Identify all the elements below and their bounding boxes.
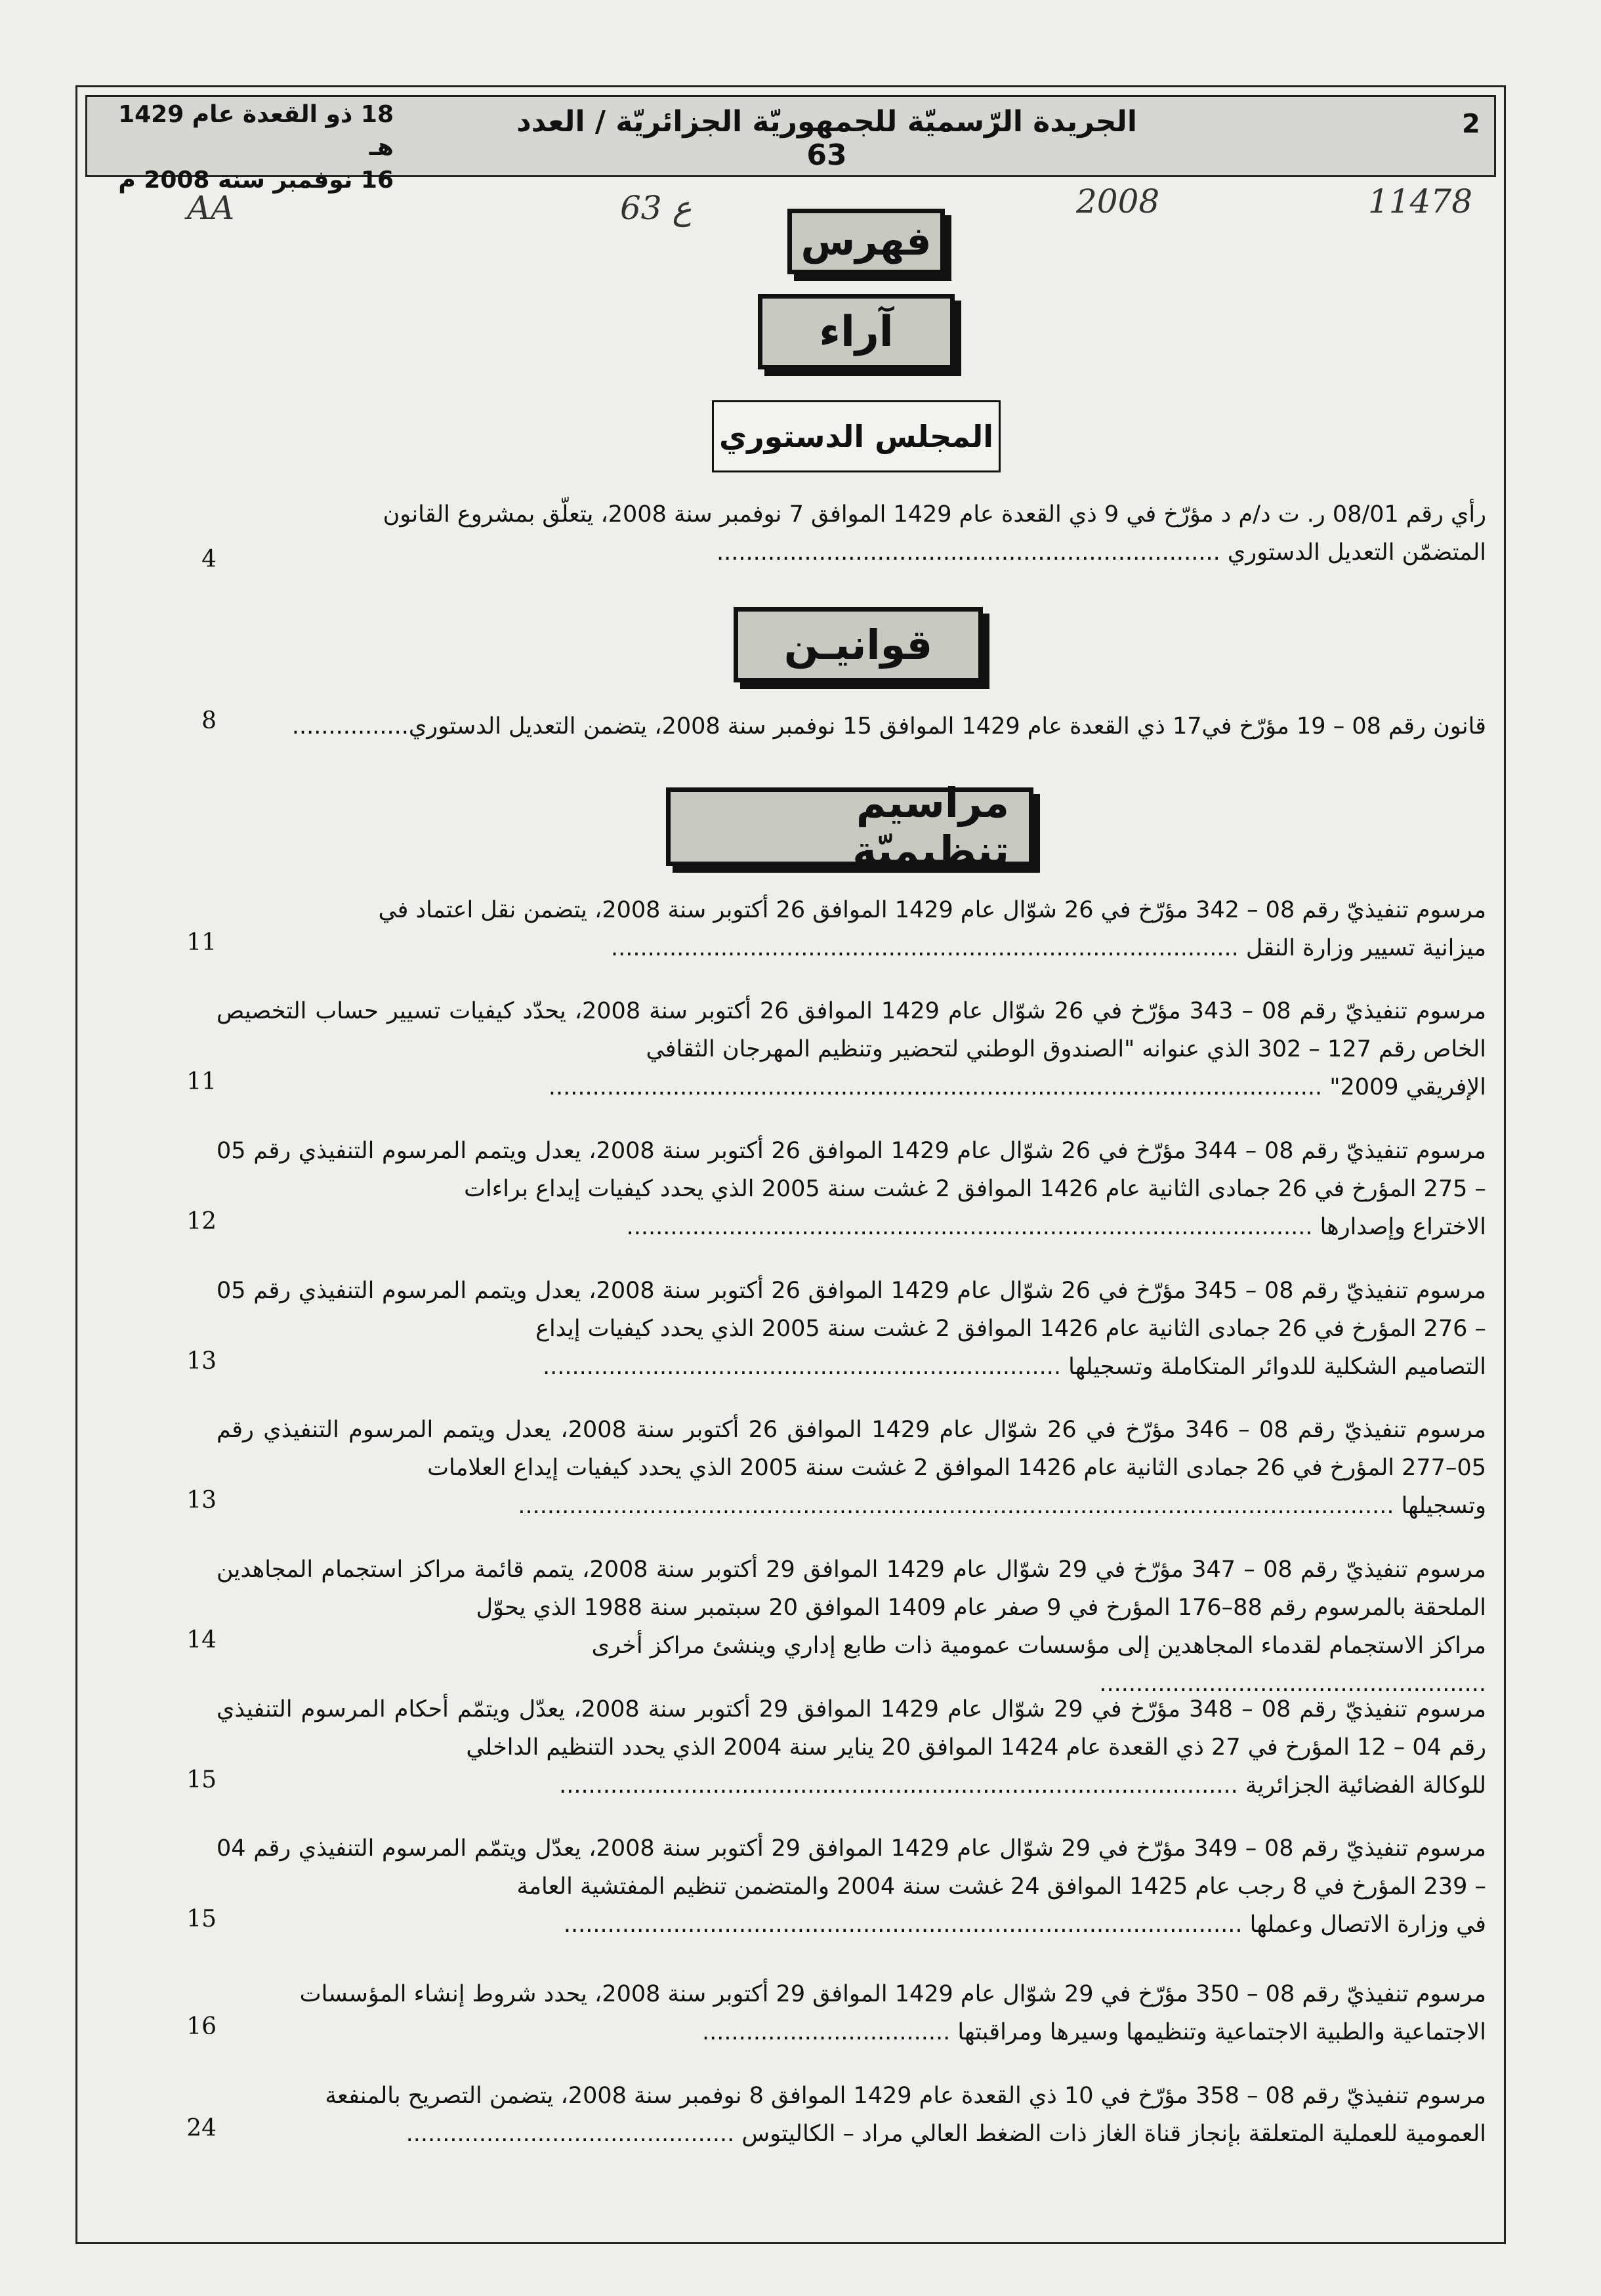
section-council-label: المجلس الدستوري xyxy=(719,419,993,454)
section-index-label: فهرس xyxy=(800,219,932,264)
entry-text: رأي رقم 08/01 ر. ت د/م د مؤرّخ في 9 ذي القعدة عام 1429 الموافق 7 نوفمبر سنة 2008، يتعلّق بمشروع القانون xyxy=(383,501,1486,528)
handwritten-number: 11478 xyxy=(1368,182,1473,220)
section-opinions-label: آراء xyxy=(819,307,894,356)
entry-last-line: للوكالة الفضائية الجزائرية xyxy=(1245,1772,1486,1799)
date-gregorian: 16 نوفمبر سنة 2008 م xyxy=(118,167,394,194)
leader-dots: ............................................................................................. xyxy=(563,1911,1243,1938)
entry-last-line: ميزانية تسيير وزارة النقل xyxy=(1245,935,1486,961)
entry-page: 15 xyxy=(186,1906,217,1932)
leader-dots: .............................................................................................. xyxy=(626,1214,1313,1240)
section-constitutional-council xyxy=(712,400,1001,472)
page-number: 2 xyxy=(1462,109,1480,139)
handwritten-year: 2008 xyxy=(1076,182,1160,220)
entry-text: مرسوم تنفيذيّ رقم 08 – 358 مؤرّخ في 10 ذي القعدة عام 1429 الموافق 8 نوفمبر سنة 2008، يتضمن التصريح بالمنفعة xyxy=(325,2083,1486,2109)
toc-entry xyxy=(217,891,1486,967)
entry-last-line: في وزارة الاتصال وعملها xyxy=(1249,1911,1486,1938)
leader-dots: ............................................................................................. xyxy=(559,1772,1238,1799)
section-laws-label: قوانيـن xyxy=(783,621,933,669)
leader-dots: .................................. xyxy=(702,2019,951,2045)
entry-last-line: العمومية للعملية المتعلقة بإنجاز قناة الغاز ذات الضغط العالي مراد – الكاليتوس xyxy=(741,2121,1486,2147)
toc-entry xyxy=(217,2077,1486,2153)
entry-page: 11 xyxy=(186,929,217,956)
entry-page: 15 xyxy=(186,1766,217,1793)
entry-page: 12 xyxy=(186,1208,217,1235)
toc-entry xyxy=(217,1975,1486,2051)
entry-page: 16 xyxy=(186,2013,217,2040)
entry-last-line: المتضمّن التعديل الدستوري xyxy=(1227,539,1486,566)
entry-page: 4 xyxy=(201,546,217,573)
section-index xyxy=(787,209,945,274)
toc-entry xyxy=(217,1132,1486,1246)
toc-entry xyxy=(217,1829,1486,1944)
entry-last-line: مراكز الاستجمام لقدماء المجاهدين إلى مؤسسات عمومية ذات طابع إداري وينشئ مراكز أخرى xyxy=(591,1633,1486,1659)
section-laws xyxy=(734,607,983,682)
toc-entry xyxy=(217,1411,1486,1525)
entry-last-line: الاختراع وإصدارها xyxy=(1320,1214,1486,1240)
leader-dots: ............................................. xyxy=(405,2121,735,2147)
entry-last-line: وتسجيلها xyxy=(1401,1493,1486,1519)
entry-text: قانون رقم 08 – 19 مؤرّخ في17 ذي القعدة عام 1429 الموافق 15 نوفمبر سنة 2008، يتضمن التعديل الدستوري xyxy=(408,713,1486,740)
entry-page: 13 xyxy=(186,1348,217,1375)
entry-last-line: الاجتماعية والطبية الاجتماعية وتنظيمها وسيرها ومراقبتها xyxy=(957,2019,1486,2045)
gazette-title: الجريدة الرّسميّة للجمهوريّة الجزائريّة / العدد 63 xyxy=(516,105,1137,172)
toc-entry xyxy=(217,1551,1486,1703)
issue-date xyxy=(118,98,394,197)
leader-dots: ....................................................................... xyxy=(543,1354,1061,1380)
entry-text: مرسوم تنفيذيّ رقم 08 – 347 مؤرّخ في 29 شوّال عام 1429 الموافق 29 أكتوبر سنة 2008، يتمم قائمة مراكز استجمام المجاهدين الملحقة بالمرسوم رقم 88–176 المؤرخ في 9 صفر عام 1409 الموافق 20 سبتمبر سنة 1988 الذي يحوّل xyxy=(217,1556,1486,1621)
toc-entry xyxy=(217,495,1486,572)
date-hijri: 18 ذو القعدة عام 1429 هـ xyxy=(118,101,394,161)
toc-entry xyxy=(217,992,1486,1106)
entry-text: مرسوم تنفيذيّ رقم 08 – 343 مؤرّخ في 26 شوّال عام 1429 الموافق 26 أكتوبر سنة 2008، يحدّد كيفيات تسيير حساب التخصيص الخاص رقم 127 – 302 الذي عنوانه "الصندوق الوطني لتحضير وتنظيم المهرجان الثقافي xyxy=(217,998,1486,1062)
entry-page: 13 xyxy=(186,1487,217,1514)
entry-page: 8 xyxy=(201,707,217,734)
entry-text: مرسوم تنفيذيّ رقم 08 – 346 مؤرّخ في 26 شوّال عام 1429 الموافق 26 أكتوبر سنة 2008، يعدل ويتمم المرسوم التنفيذي رقم 05–277 المؤرخ في 26 جمادى الثانية عام 1426 الموافق 2 غشت سنة 2005 الذي يحدد كيفيات إيداع العلامات xyxy=(217,1417,1486,1481)
handwritten-issue: 63 ع xyxy=(620,189,692,227)
leader-dots: ................ xyxy=(291,713,409,740)
entry-page: 24 xyxy=(186,2115,217,2142)
entry-text: مرسوم تنفيذيّ رقم 08 – 349 مؤرّخ في 29 شوّال عام 1429 الموافق 29 أكتوبر سنة 2008، يعدّل ويتمّم المرسوم التنفيذي رقم 04 – 239 المؤرخ في 8 رجب عام 1425 الموافق 24 غشت سنة 2004 والمتضمن تنظيم المفتشية العامة xyxy=(217,1835,1486,1900)
entry-last-line: التصاميم الشكلية للدوائر المتكاملة وتسجيلها xyxy=(1068,1354,1486,1380)
entry-text: مرسوم تنفيذيّ رقم 08 – 342 مؤرّخ في 26 شوّال عام 1429 الموافق 26 أكتوبر سنة 2008، يتضمن نقل اعتماد في xyxy=(378,897,1486,923)
toc-entry xyxy=(217,1690,1486,1805)
entry-text: مرسوم تنفيذيّ رقم 08 – 350 مؤرّخ في 29 شوّال عام 1429 الموافق 29 أكتوبر سنة 2008، يحدد شروط إنشاء المؤسسات xyxy=(299,1981,1486,2007)
leader-dots: ..................................................... xyxy=(1099,1671,1486,1697)
entry-page: 14 xyxy=(186,1627,217,1654)
leader-dots: ...................................................................................... xyxy=(610,935,1239,961)
section-decrees xyxy=(666,779,1033,875)
leader-dots: .......................................................................................................... xyxy=(548,1074,1323,1100)
toc-entry xyxy=(217,707,1486,745)
section-decrees-label: مراسيم تنظيميّة xyxy=(852,779,1009,875)
leader-dots: ..................................................................... xyxy=(717,539,1220,566)
entry-page: 11 xyxy=(186,1068,217,1095)
toc-entry xyxy=(217,1272,1486,1386)
leader-dots: ........................................................................................................................ xyxy=(518,1493,1394,1519)
handwritten-mark: AA xyxy=(187,189,235,227)
entry-text: مرسوم تنفيذيّ رقم 08 – 348 مؤرّخ في 29 شوّال عام 1429 الموافق 29 أكتوبر سنة 2008، يعدّل ويتمّم أحكام المرسوم التنفيذي رقم 04 – 12 المؤرخ في 27 ذي القعدة عام 1424 الموافق 20 يناير سنة 2004 الذي يحدد التنظيم الداخلي xyxy=(217,1696,1486,1761)
entry-last-line: الإفريقي 2009" xyxy=(1329,1074,1486,1100)
section-opinions xyxy=(758,294,955,369)
entry-text: مرسوم تنفيذيّ رقم 08 – 344 مؤرّخ في 26 شوّال عام 1429 الموافق 26 أكتوبر سنة 2008، يعدل ويتمم المرسوم التنفيذي رقم 05 – 275 المؤرخ في 26 جمادى الثانية عام 1426 الموافق 2 غشت سنة 2005 الذي يحدد كيفيات إيداع براءات xyxy=(217,1138,1486,1202)
entry-text: مرسوم تنفيذيّ رقم 08 – 345 مؤرّخ في 26 شوّال عام 1429 الموافق 26 أكتوبر سنة 2008، يعدل ويتمم المرسوم التنفيذي رقم 05 – 276 المؤرخ في 26 جمادى الثانية عام 1426 الموافق 2 غشت سنة 2005 الذي يحدد كيفيات إيداع xyxy=(217,1278,1486,1342)
